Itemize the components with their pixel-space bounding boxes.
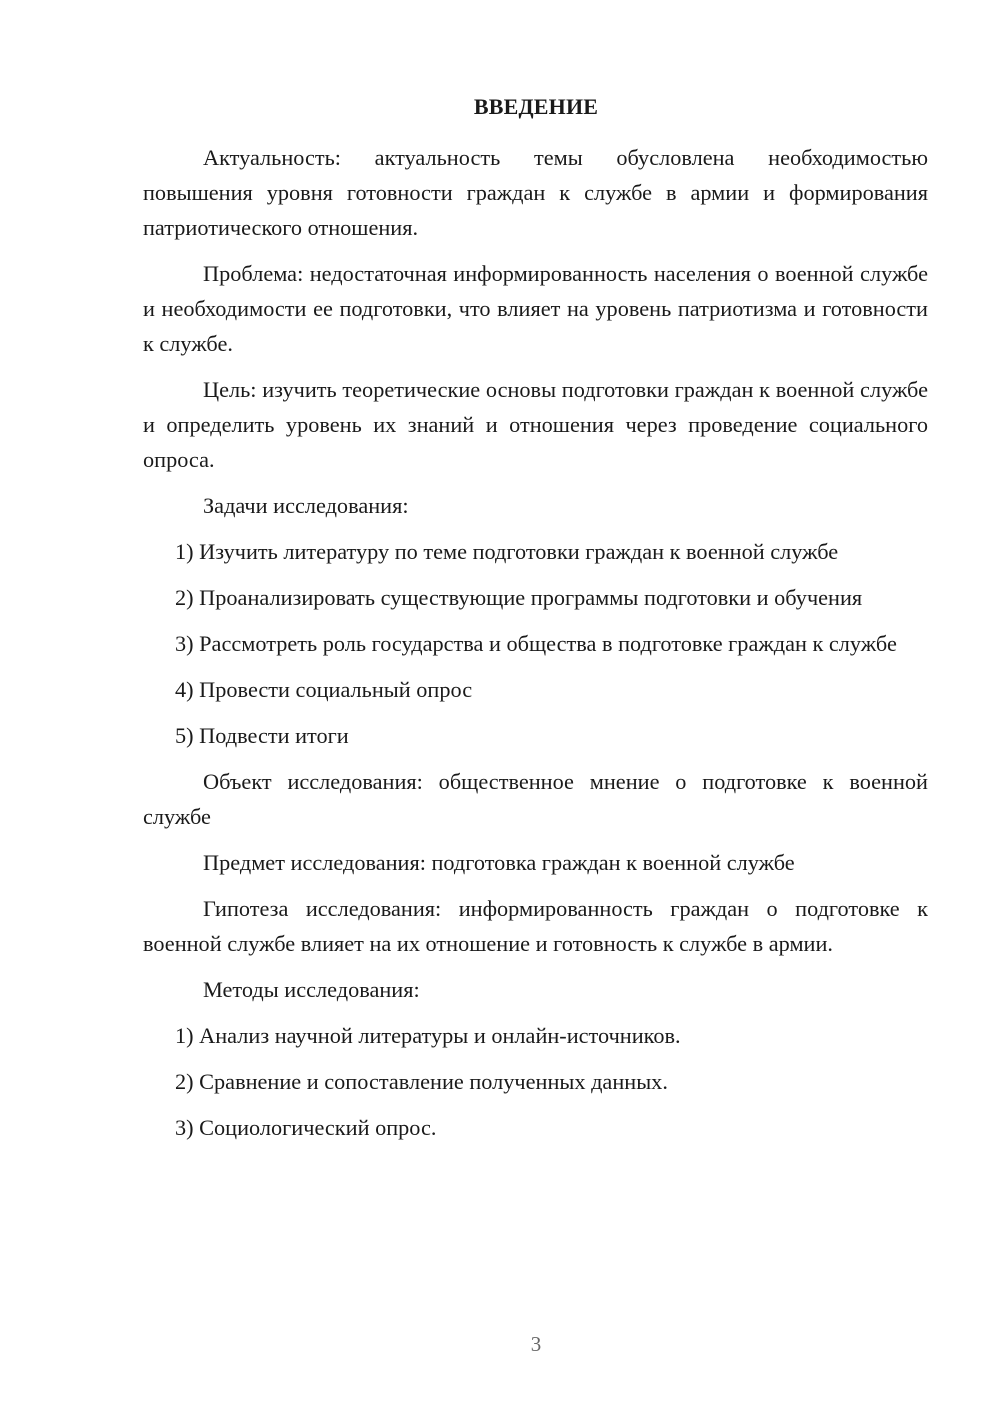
task-item: 4) Провести социальный опрос bbox=[175, 677, 473, 702]
section-heading: ВВЕДЕНИЕ bbox=[473, 94, 599, 119]
tasks-title: Задачи исследования: bbox=[203, 493, 409, 518]
task-item: 5) Подвести итоги bbox=[175, 723, 349, 748]
task-item: 1) Изучить литературу по теме подготовки граждан к военной службе bbox=[175, 539, 839, 564]
methods-title: Методы исследования: bbox=[203, 977, 420, 1002]
problem-paragraph: Проблема: недостаточная информированность населения о военной службе и необходимости ее подготовки, что влияет на уровень патриотизма и готовности к службе. bbox=[143, 261, 928, 356]
task-item: 3) Рассмотреть роль государства и общества в подготовке граждан к службе bbox=[175, 631, 897, 656]
relevance-paragraph: Актуальность: актуальность темы обусловлена необходимостью повышения уровня готовности граждан к службе в армии и формирования патриотического отношения. bbox=[143, 145, 928, 240]
page-number: 3 bbox=[530, 1332, 542, 1356]
task-item: 2) Проанализировать существующие программы подготовки и обучения bbox=[175, 585, 863, 610]
method-item: 1) Анализ научной литературы и онлайн-источников. bbox=[175, 1023, 681, 1048]
document-body bbox=[143, 140, 928, 1145]
method-item: 2) Сравнение и сопоставление полученных данных. bbox=[175, 1069, 668, 1094]
subject-paragraph: Предмет исследования: подготовка граждан к военной службе bbox=[203, 850, 795, 875]
method-item: 3) Социологический опрос. bbox=[175, 1115, 437, 1140]
goal-paragraph: Цель: изучить теоретические основы подготовки граждан к военной службе и определить уровень их знаний и отношения через проведение социального опроса. bbox=[143, 377, 928, 472]
hypothesis-paragraph: Гипотеза исследования: информированность граждан о подготовке к военной службе влияет на их отношение и готовность к службе в армии. bbox=[143, 896, 928, 956]
object-paragraph: Объект исследования: общественное мнение о подготовке к военной службе bbox=[143, 769, 928, 829]
